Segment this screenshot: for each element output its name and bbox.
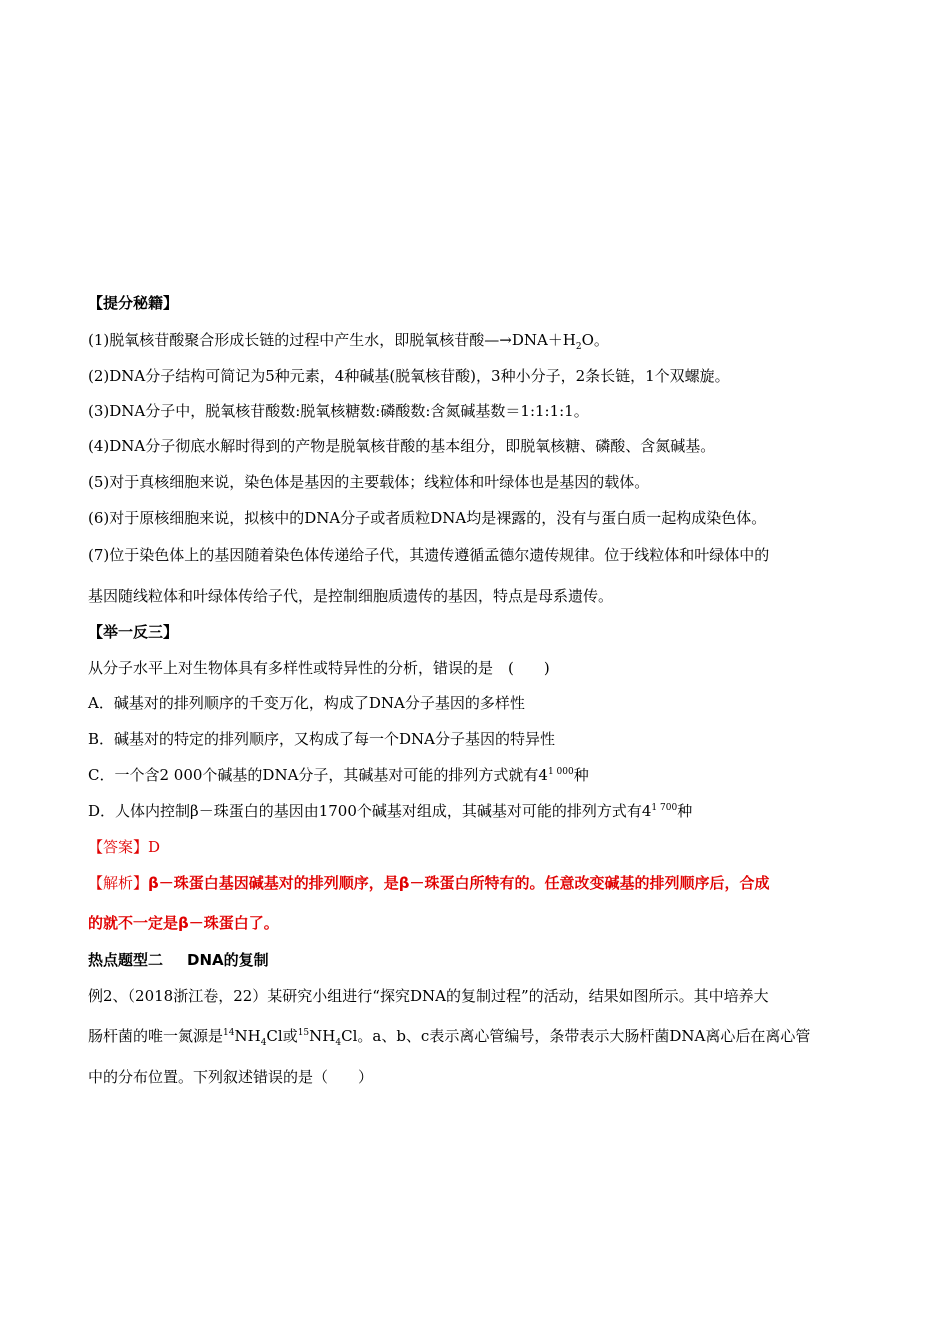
section2-heading-a: 热点题型二 [88, 951, 164, 969]
example-line-2-c: Cl或 [266, 1027, 298, 1045]
tips-item-2: (2)DNA分子结构可简记为5种元素，4种碱基(脱氧核苷酸)，3种小分子，2条长链，1个双螺旋。 [88, 367, 730, 385]
option-c-tail: 种 [573, 766, 589, 784]
tips-item-4: (4)DNA分子彻底水解时得到的产物是脱氧核苷酸的基本组分，即脱氧核糖、磷酸、含氮碱基。 [88, 437, 716, 455]
analysis-line-2: 的就不一定是β－珠蛋白了。 [88, 914, 279, 932]
tips-heading: 【提分秘籍】 [88, 294, 179, 312]
analysis-label: 【解析】 [88, 874, 149, 892]
tips-item-6: (6)对于原核细胞来说，拟核中的DNA分子或者质粒DNA均是裸露的，没有与蛋白质一起构成染色体。 [88, 509, 767, 527]
example-line-1: 例2、（2018浙江卷，22）某研究小组进行“探究DNA的复制过程”的活动，结果如图所示。其中培养大 [88, 987, 769, 1005]
answer-label: 【答案】 [88, 838, 149, 856]
option-c-text: C．一个含2 000个碱基的DNA分子，其碱基对可能的排列方式就有4 [88, 766, 548, 784]
section2-heading-b: DNA的复制 [187, 951, 269, 969]
example-line-2-a: 肠杆菌的唯一氮源是 [88, 1027, 224, 1045]
example-line-2-d: NH [309, 1027, 336, 1045]
answer-value: D [148, 838, 161, 856]
option-c [88, 765, 868, 785]
example-line-2-b: NH [234, 1027, 261, 1045]
option-c-exponent: 1 000 [547, 767, 574, 777]
tips-item-1 [88, 330, 868, 350]
option-d-text: D．人体内控制β－珠蛋白的基因由1700个碱基对组成，其碱基对可能的排列方式有4 [88, 802, 652, 820]
tips-item-7-cont: 基因随线粒体和叶绿体传给子代，是控制细胞质遗传的基因，特点是母系遗传。 [88, 587, 614, 605]
option-d-exponent: 1 700 [651, 803, 678, 813]
option-d-tail: 种 [677, 802, 693, 820]
option-d [88, 801, 868, 821]
tips-item-5: (5)对于真核细胞来说，染色体是基因的主要载体；线粒体和叶绿体也是基因的载体。 [88, 473, 650, 491]
practice-heading: 【举一反三】 [88, 623, 179, 641]
section2-heading [88, 950, 868, 970]
example-line-2 [88, 1026, 868, 1046]
isotope-15-sup: 15 [297, 1028, 310, 1038]
analysis-text-1: β－珠蛋白基因碱基对的排列顺序，是β－珠蛋白所特有的。任意改变碱基的排列顺序后，合成 [148, 874, 770, 892]
analysis-line-1 [88, 873, 868, 893]
tips-item-3: (3)DNA分子中，脱氧核苷酸数:脱氧核糖数:磷酸数:含氮碱基数＝1:1:1:1。 [88, 402, 589, 420]
option-a: A．碱基对的排列顺序的千变万化，构成了DNA分子基因的多样性 [88, 694, 525, 712]
tips-item-7: (7)位于染色体上的基因随着染色体传递给子代，其遗传遵循孟德尔遗传规律。位于线粒体和叶绿体中的 [88, 546, 770, 564]
nh4-sub-1: 4 [260, 1038, 267, 1048]
nh4-sub-2: 4 [335, 1038, 342, 1048]
answer-line [88, 837, 868, 857]
tips-item-1-tail: O。 [581, 331, 609, 349]
tips-item-1-text: (1)脱氧核苷酸聚合形成长链的过程中产生水，即脱氧核苷酸—→DNA＋H [88, 331, 576, 349]
example-line-3: 中的分布位置。下列叙述错误的是（ ） [88, 1068, 374, 1086]
practice-question: 从分子水平上对生物体具有多样性或特异性的分析，错误的是 ( ) [88, 659, 550, 677]
example-line-2-e: Cl。a、b、c表示离心管编号，条带表示大肠杆菌DNA离心后在离心管 [341, 1027, 811, 1045]
option-b: B．碱基对的特定的排列顺序，又构成了每一个DNA分子基因的特异性 [88, 730, 556, 748]
tips-item-1-subscript: 2 [575, 342, 582, 352]
isotope-14-sup: 14 [223, 1028, 235, 1038]
